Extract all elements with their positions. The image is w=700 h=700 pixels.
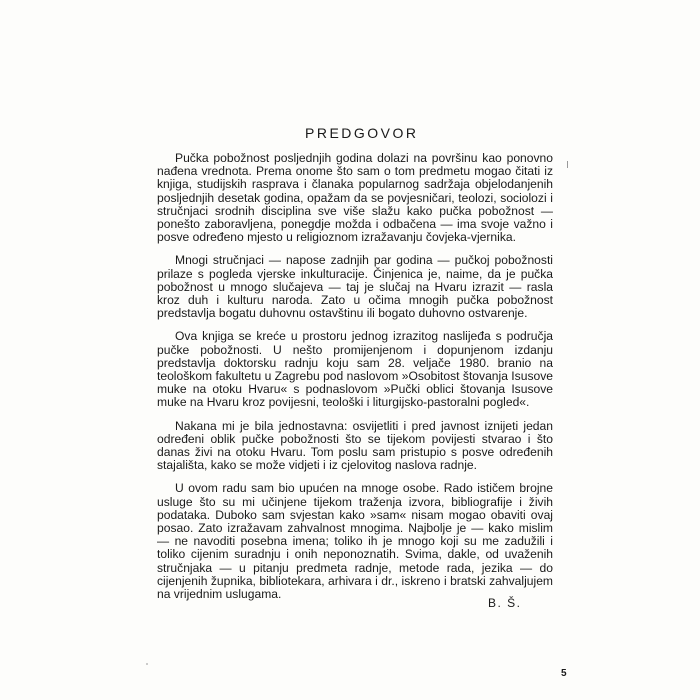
author-signature: B. Š.: [488, 596, 522, 610]
margin-mark: [567, 161, 568, 168]
page-number: 5: [561, 668, 567, 679]
paragraph-4: Nakana mi je bila jednostavna: osvijetliti i pred javnost iznijeti jedan određeni oblik pučke pobožnosti što se tijekom povijesti stvarao i što danas živi na otoku Hvaru. Tom poslu sam pristupio s posve određenih stajališta, kako se može vidjeti i iz cjelovitog naslova radnje.: [157, 418, 553, 473]
page-title: PREDGOVOR: [305, 125, 419, 141]
paragraph-5: U ovom radu sam bio upućen na mnoge osobe. Rado ističem brojne usluge što su mi učinjene tijekom traženja izvora, bibliografije i živih podataka. Duboko sam svjestan kako »sam« nisam mogao obaviti ovaj posao. Zato izražavam zahvalnost mnogima. Najbolje je — kako mislim — ne navoditi posebna imena; toliko ih je mnogo koji su me zadužili i toliko cijenim suradnju i onih neponoznatih. Svima, dakle, od uvaženih stručnjaka — u pitanju predmeta radnje, metode rada, jezika — do cijenjenih župnika, bibliotekara, arhivara i dr., iskreno i bratski zahvaljujem na vrijednim uslugama.: [157, 481, 553, 602]
paragraph-2: Mnogi stručnjaci — napose zadnjih par godina — pučkoj pobožnosti prilaze s pogleda vjerske inkulturacije. Činjenica je, naime, da je pučka pobožnost u mnogo slučajeva — taj je slučaj na Hvaru izrazit — rasla kroz duh i kulturu naroda. Zato u očima mnogih pučka pobožnost predstavlja bogatu duhovnu ostavštinu ili bogato duhovno ostvarenje.: [157, 253, 553, 321]
preface-body: [157, 152, 553, 611]
paper-speck: [146, 663, 148, 665]
paragraph-3: Ova knjiga se kreće u prostoru jednog izrazitog naslijeđa s područja pučke pobožnosti. U nešto promijenjenom i dopunjenom izdanju predstavlja doktorsku radnju koju sam 28. veljače 1980. branio na teološkom fakultetu u Zagrebu pod naslovom »Osobitost štovanja Isusove muke na otoku Hvaru« s podnaslovom »Pučki oblici štovanja Isusove muke na Hvaru kroz povijesni, teološki i liturgijsko-pastoralni pogled«.: [157, 329, 553, 410]
paragraph-1: Pučka pobožnost posljednjih godina dolazi na površinu kao ponovno nađena vrednota. Prema onome što sam o tom predmetu mogao čitati iz knjiga, studijskih rasprava i članaka popularnog sadržaja objelodanjenih posljednjih desetak godina, opažam da se povjesničari, teolozi, sociolozi i stručnjaci srodnih disciplina sve više slažu kako pučka pobožnost — ponešto zaboravljena, ponegdje možda i odbačena — ima svoje važno i posve određeno mjesto u religioznom izražavanju čovjeka-vjernika.: [157, 151, 553, 245]
